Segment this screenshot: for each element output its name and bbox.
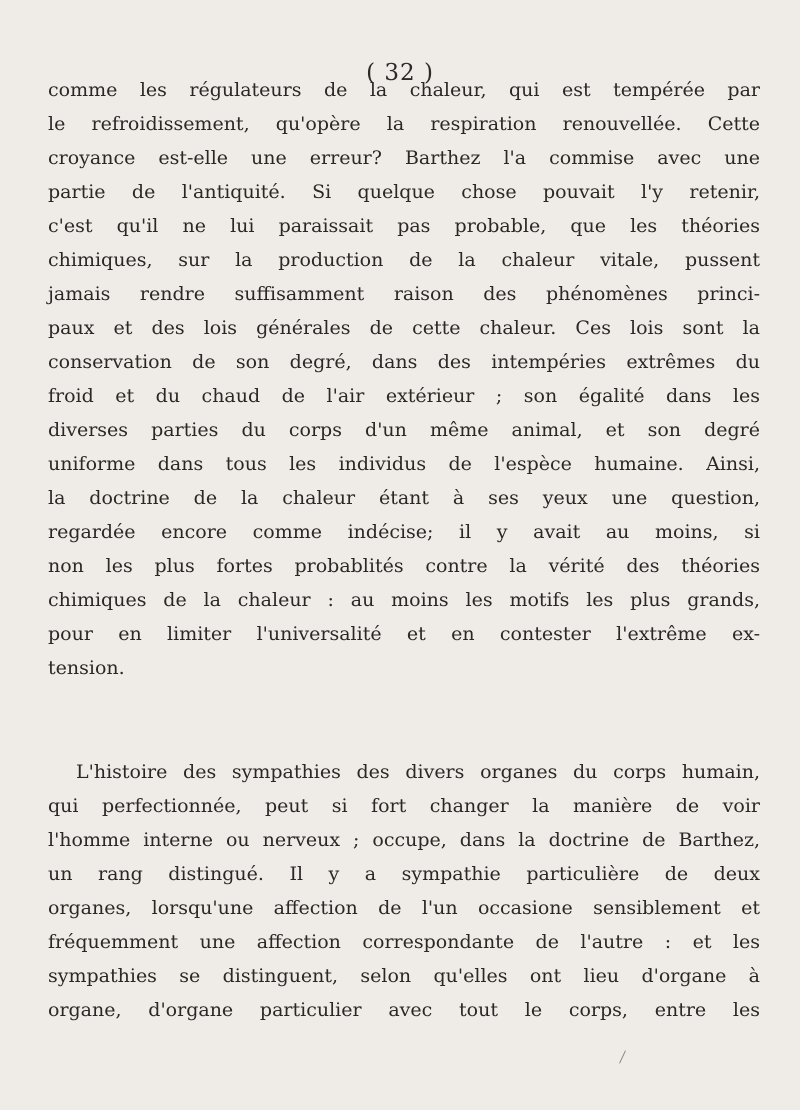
page-number: ( 32 ) — [366, 60, 434, 86]
paper-mark — [619, 1050, 626, 1063]
text-line: c'est qu'il ne lui paraissait pas probable, que les théories — [48, 215, 760, 237]
text-line: sympathies se distinguent, selon qu'elles ont lieu d'organe à — [48, 965, 760, 987]
text-line: qui perfectionnée, peut si fort changer la manière de voir — [48, 795, 760, 817]
text-line: uniforme dans tous les individus de l'espèce humaine. Ainsi, — [48, 453, 760, 475]
text-line: organe, d'organe particulier avec tout le corps, entre les — [48, 999, 760, 1021]
paragraph-1 — [48, 73, 760, 685]
text-line: un rang distingué. Il y a sympathie particulière de deux — [48, 863, 760, 885]
text-line: l'homme interne ou nerveux ; occupe, dans la doctrine de Barthez, — [48, 829, 760, 851]
text-line: paux et des lois générales de cette chaleur. Ces lois sont la — [48, 317, 760, 339]
text-line: tension. — [48, 657, 125, 679]
text-line: regardée encore comme indécise; il y avait au moins, si — [48, 521, 760, 543]
text-line: non les plus fortes probablités contre la vérité des théories — [48, 555, 760, 577]
text-line: organes, lorsqu'une affection de l'un occasione sensiblement et — [48, 897, 760, 919]
text-line: fréquemment une affection correspondante de l'autre : et les — [48, 931, 760, 953]
text-line: conservation de son degré, dans des intempéries extrêmes du — [48, 351, 760, 373]
text-line: pour en limiter l'universalité et en contester l'extrême ex- — [48, 623, 760, 645]
text-line: chimiques, sur la production de la chaleur vitale, pussent — [48, 249, 760, 271]
text-line: partie de l'antiquité. Si quelque chose pouvait l'y retenir, — [48, 181, 760, 203]
text-line: jamais rendre suffisamment raison des phénomènes princi- — [48, 283, 760, 305]
paragraph-2 — [48, 755, 760, 1027]
text-line: la doctrine de la chaleur étant à ses yeux une question, — [48, 487, 760, 509]
text-line: L'histoire des sympathies des divers organes du corps humain, — [76, 761, 760, 783]
text-line: comme les régulateurs de la chaleur, qui est tempérée par — [48, 79, 760, 101]
text-line: froid et du chaud de l'air extérieur ; son égalité dans les — [48, 385, 760, 407]
text-line: croyance est-elle une erreur? Barthez l'a commise avec une — [48, 147, 760, 169]
text-line: chimiques de la chaleur : au moins les motifs les plus grands, — [48, 589, 760, 611]
text-line: diverses parties du corps d'un même animal, et son degré — [48, 419, 760, 441]
text-line: le refroidissement, qu'opère la respiration renouvellée. Cette — [48, 113, 760, 135]
